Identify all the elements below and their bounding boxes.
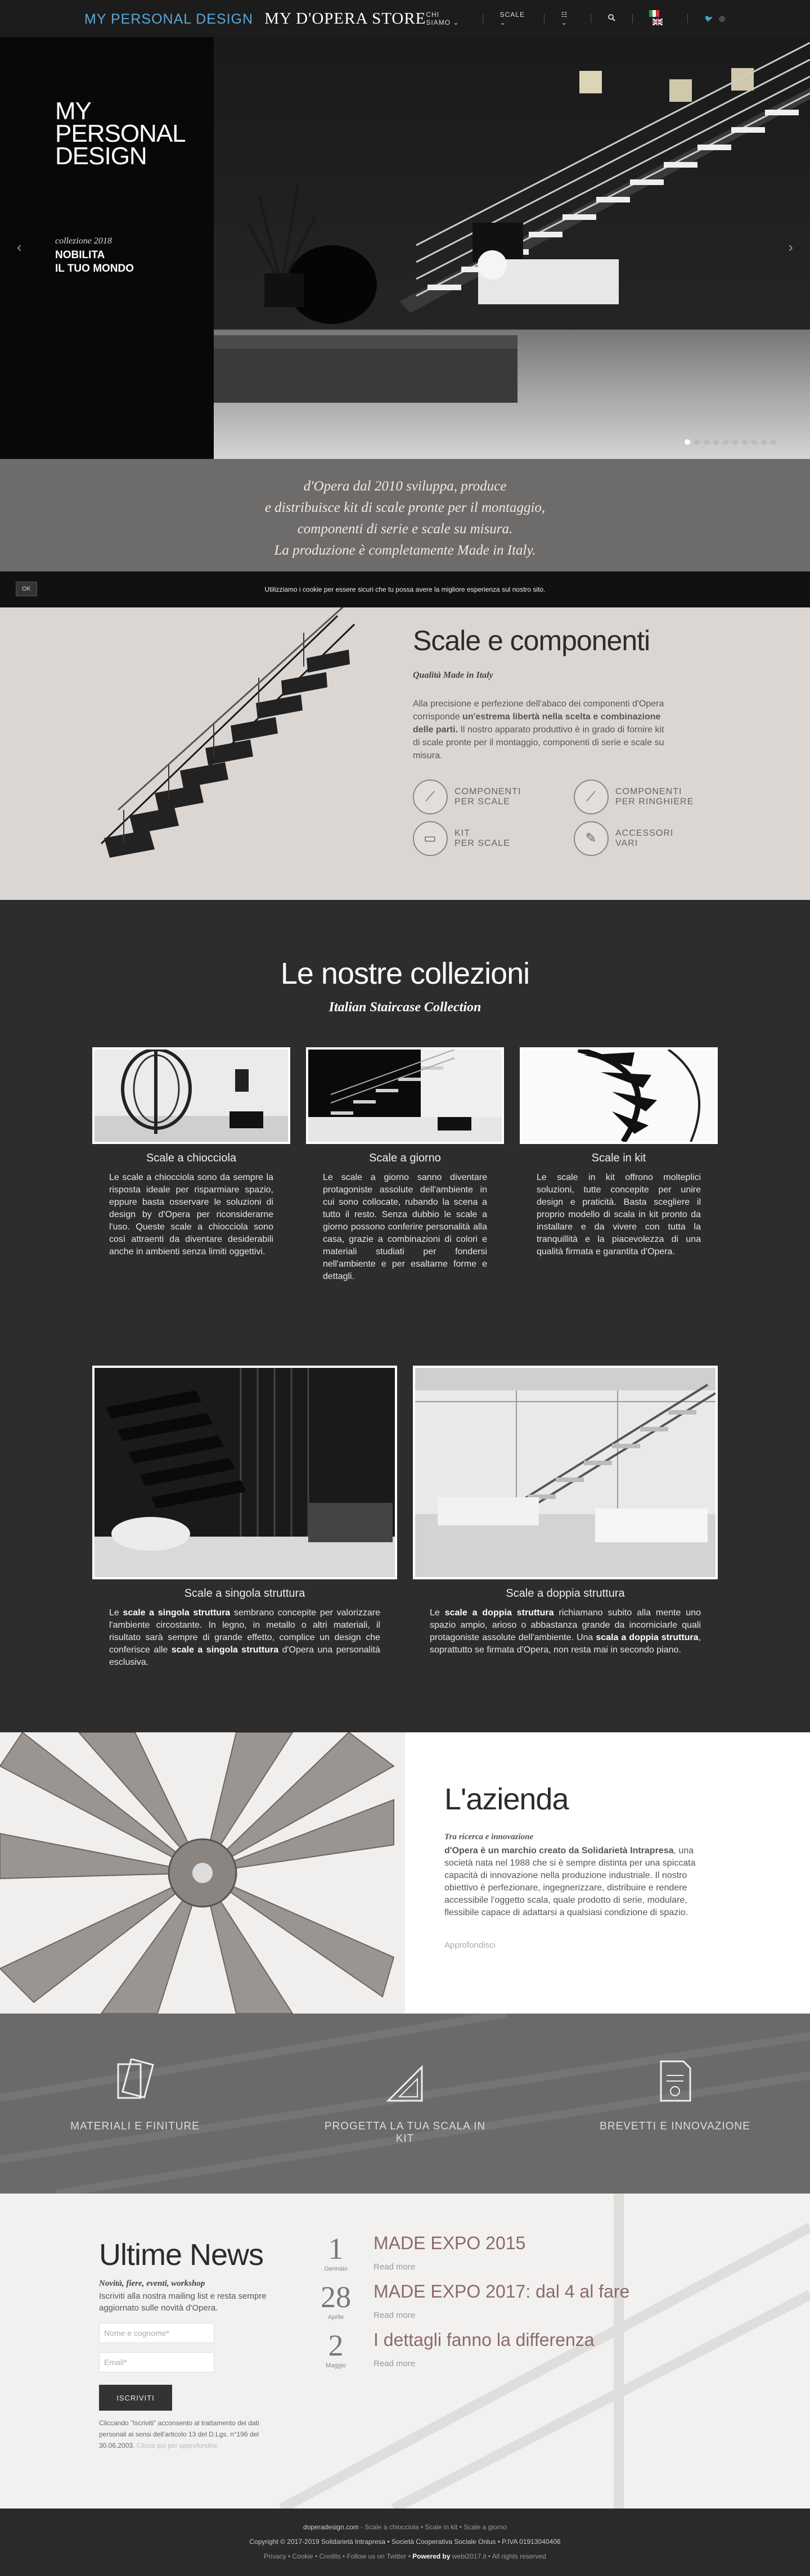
footer-copyright: Copyright © 2017-2019 Solidarietà Intrapresa • Società Cooperativa Sociale Onlus • P.IVA 01913040406 xyxy=(249,2538,561,2546)
components-text-part: Alla precisione e perfezione dell'abaco dei componenti d'Opera corrisponde xyxy=(413,699,664,722)
strip-label[interactable]: PROGETTA LA TUA SCALA IN KIT xyxy=(324,2120,486,2145)
azienda-approfondisci-link[interactable]: Approfondisci xyxy=(444,1940,496,1950)
intro-line: e distribuisce kit di scale pronte per il montaggio, xyxy=(264,500,546,515)
news-item[interactable] xyxy=(304,2233,698,2278)
news-item[interactable] xyxy=(304,2281,698,2326)
button-label: PER SCALE xyxy=(454,839,510,848)
button-label: KIT xyxy=(454,828,470,838)
slider-dot[interactable] xyxy=(752,439,757,445)
site-footer xyxy=(0,2509,810,2576)
chiocciola-image[interactable] xyxy=(92,1047,290,1144)
site-logo[interactable] xyxy=(84,10,426,28)
components-subtitle: Qualità Made in Italy xyxy=(413,670,493,680)
card-title[interactable]: Scale a doppia struttura xyxy=(506,1587,625,1600)
hero-brand-line: MY xyxy=(55,97,91,125)
card-text: Le scale a chiocciola sono da sempre la risposta ideale per risparmiare spazio, eppure basta osservare le soluzioni di design by d'Opera per riconsiderarne l'uso. Queste scale a chiocciola sono così attraenti da diventare desiderabili anche in ambienti senza limiti oggettivi. xyxy=(109,1173,273,1257)
azienda-text-bold: d'Opera è un marchio creato da Solidarietà Intrapresa xyxy=(444,1846,674,1856)
hero-brand-logo xyxy=(55,97,186,170)
news-item-title[interactable]: I dettagli fanno la differenza xyxy=(374,2330,595,2350)
english-flag-icon[interactable] xyxy=(652,19,663,25)
nav-chi-siamo[interactable]: CHI SIAMO ⌄ xyxy=(426,11,460,26)
slider-dot[interactable] xyxy=(723,439,728,445)
components-text-bold: un'estrema libertà nella scelta e combinazione delle parti. xyxy=(413,712,661,735)
slider-dot[interactable] xyxy=(761,439,767,445)
read-more-link[interactable]: Read more xyxy=(374,2262,416,2272)
collection-card-singola[interactable] xyxy=(92,1366,397,1669)
button-label: COMPONENTI xyxy=(454,787,521,796)
read-more-link[interactable]: Read more xyxy=(374,2311,416,2320)
menu-grid-icon[interactable]: ☷ ⌄ xyxy=(561,11,568,26)
news-month: Maggio xyxy=(325,2362,346,2369)
card-text xyxy=(413,1607,718,1656)
components-text-part: Il nostro apparato produttivo è in grado di fornire kit di scale pronte per il montaggio, componenti di serie e scale su misura. xyxy=(413,725,664,760)
footer-collection-links[interactable]: - Scale a chiocciola • Scale in kit • Scale a giorno xyxy=(358,2523,507,2531)
doppia-image[interactable] xyxy=(413,1366,718,1579)
collections-subtitle: Italian Staircase Collection xyxy=(328,1000,482,1015)
components-section xyxy=(0,607,810,900)
components-text xyxy=(413,697,666,762)
button-label: PER RINGHIERE xyxy=(615,797,694,807)
azienda-spiral-stair-image xyxy=(0,1732,405,2014)
footer-powered: Powered by xyxy=(412,2552,451,2560)
features-strip xyxy=(0,2014,810,2194)
collections-title: Le nostre collezioni xyxy=(280,957,530,990)
card-text-part: Le xyxy=(430,1608,445,1618)
card-text-bold: scale a singola struttura xyxy=(171,1645,279,1655)
twitter-icon[interactable]: 🐦 xyxy=(704,15,714,22)
azienda-section xyxy=(0,1732,810,2014)
collection-card-giorno[interactable] xyxy=(306,1047,504,1283)
stair-component-icon: ⟋ xyxy=(413,780,448,814)
news-subtitle: Novità, fiere, eventi, workshop xyxy=(99,2279,205,2288)
news-item-title[interactable]: MADE EXPO 2017: dal 4 al fare xyxy=(374,2281,630,2302)
card-title[interactable]: Scale a giorno xyxy=(369,1152,441,1164)
footer-links xyxy=(0,2523,810,2531)
footer-policy[interactable]: Privacy • Cookie • Credits • Follow us on Twitter • xyxy=(264,2552,413,2560)
footer-agency-link[interactable]: webi2017.it xyxy=(450,2552,487,2560)
components-per-scale-button[interactable] xyxy=(413,780,521,814)
card-text: Le scale in kit offrono molteplici soluzioni, tutte concepite per unire design e praticità. Basta scegliere il proprio modello di scala in kit pronto da installare e da vivere con tutta la tranquillità e la piacevolezza di una qualità firmata e garantita d'Opera. xyxy=(537,1173,701,1257)
nav-divider xyxy=(687,14,688,23)
slider-dot[interactable] xyxy=(694,439,700,445)
button-label: PER SCALE xyxy=(454,797,510,807)
button-label: COMPONENTI xyxy=(615,787,682,796)
railing-icon: ⟋ xyxy=(574,780,609,814)
slider-prev-arrow-icon[interactable]: ‹ xyxy=(17,238,22,255)
legal-text: Cliccando "Iscriviti" acconsento al trattamento dei dati personali ai sensi dell'articolo 13 del D.Lgs. n°196 del 30.06.2003. xyxy=(99,2419,259,2449)
card-text-bold: scale a singola struttura xyxy=(123,1608,231,1618)
news-month: Aprile xyxy=(327,2314,344,2321)
wrench-icon: ✎ xyxy=(574,821,609,856)
news-day: 1 xyxy=(328,2232,344,2266)
main-nav xyxy=(426,10,726,27)
news-section xyxy=(0,2194,810,2509)
news-day: 2 xyxy=(328,2329,344,2362)
nav-divider xyxy=(632,14,633,23)
news-day: 28 xyxy=(321,2280,351,2314)
azienda-text-part: , una società nata nel 1988 che si è sempre distinta per una spiccata capacità di innovazione nella produzione industriale. Il nostro obiettivo è perfezionare, ingegnerizzare, distribuire e rendere accessibile l'oggetto scala, quale prodotto di serie, modulare, flessibile capace di adattarsi a qualsiasi condizione di spazio. xyxy=(444,1846,696,1917)
card-title[interactable]: Scale in kit xyxy=(591,1152,646,1164)
news-item-title[interactable]: MADE EXPO 2015 xyxy=(374,2233,526,2253)
intro-line: componenti di serie e scale su misura. xyxy=(297,521,513,537)
chevron-down-icon: ⌄ xyxy=(500,19,506,26)
components-stair-image xyxy=(0,607,394,900)
card-text-part: richiamano subito alla mente uno spazio ampio, arioso o abbastanza grande da incorniciarle quali protagoniste assolute dell'ambiente. Una xyxy=(430,1608,701,1642)
card-text-part: d'Opera una personalità esclusiva. xyxy=(109,1645,381,1667)
news-title: Ultime News xyxy=(99,2238,264,2272)
collection-card-kit[interactable] xyxy=(520,1047,718,1258)
news-month: Gennaio xyxy=(324,2266,348,2272)
slider-dot[interactable] xyxy=(704,439,709,445)
hero-collection-label: collezione 2018 xyxy=(55,236,112,246)
azienda-title: L'azienda xyxy=(444,1782,569,1816)
instagram-icon[interactable]: ◎ xyxy=(719,15,726,22)
intro-line: La produzione è completamente Made in Italy. xyxy=(274,543,536,558)
slider-next-arrow-icon[interactable]: › xyxy=(788,238,793,255)
azienda-subtitle: Tra ricerca e innovazione xyxy=(444,1832,534,1841)
slider-dot[interactable] xyxy=(732,439,738,445)
cookie-bar xyxy=(0,571,810,607)
search-icon[interactable] xyxy=(608,14,615,23)
language-switcher xyxy=(649,10,670,27)
italian-flag-icon[interactable] xyxy=(649,10,659,17)
news-text: Iscriviti alla nostra mailing list e resta sempre aggiornato sulle novità d'Opera. xyxy=(99,2291,267,2313)
nav-scale[interactable]: SCALE ⌄ xyxy=(500,11,525,26)
hero-tagline xyxy=(55,249,156,276)
singola-image[interactable] xyxy=(92,1366,397,1579)
hero-tagline-line: NOBILITA xyxy=(55,249,105,261)
brevetti-innovazione-link[interactable] xyxy=(591,2059,759,2133)
accessori-vari-button[interactable] xyxy=(574,821,673,856)
strip-label[interactable]: BREVETTI E INNOVAZIONE xyxy=(600,2120,750,2132)
legal-link[interactable]: Clicca qui per approfondire. xyxy=(136,2442,219,2449)
card-title[interactable]: Scale a chiocciola xyxy=(146,1152,237,1164)
chevron-down-icon: ⌄ xyxy=(453,19,460,26)
swatches-icon xyxy=(115,2059,155,2104)
materiali-finiture-link[interactable] xyxy=(51,2059,219,2133)
footer-rights: • All rights reserved xyxy=(486,2552,546,2560)
button-label: ACCESSORI xyxy=(615,828,674,838)
azienda-text xyxy=(444,1845,714,1919)
components-per-ringhiere-button[interactable] xyxy=(574,780,694,814)
newsletter-email-field[interactable]: Email* xyxy=(99,2352,214,2372)
cookie-ok-button[interactable]: OK xyxy=(16,582,37,596)
card-text-bold: scala a doppia struttura xyxy=(596,1633,699,1642)
hero-brand-line: PERSONAL xyxy=(55,120,186,147)
slider-dot[interactable] xyxy=(742,439,748,445)
giorno-image[interactable] xyxy=(306,1047,504,1144)
hero-brand-line: DESIGN xyxy=(55,142,147,170)
hero-tagline-line: IL TUO MONDO xyxy=(55,263,134,274)
certificate-icon xyxy=(655,2059,695,2104)
site-header xyxy=(0,0,810,37)
slider-dot[interactable] xyxy=(685,439,690,445)
card-text-part: Le xyxy=(109,1608,123,1618)
slider-dots xyxy=(685,439,776,445)
hero-slider xyxy=(0,37,810,459)
card-text-bold: scale a doppia struttura xyxy=(444,1608,554,1618)
kit-per-scale-button[interactable] xyxy=(413,821,510,856)
card-text-part: , soprattutto se firmata d'Opera, non resta mai in secondo piano. xyxy=(430,1633,701,1655)
cookie-text: Utilizziamo i cookie per essere sicuri che tu possa avere la migliore esperienza sul nostro sito. xyxy=(264,586,546,593)
hero-image-staircase-interior xyxy=(214,37,810,459)
card-text: Le scale a giorno sanno diventare protagoniste assolute dell'ambiente in cui sono collocate, rubando la scena a tutto il resto. Senza dubbio le scale a giorno possono conferire personalità alla casa, grazie a combinazioni di colori e materiali studiati per fondersi nell'ambiente e per esaltarne forme e dettagli. xyxy=(323,1173,487,1281)
read-more-link[interactable]: Read more xyxy=(374,2359,416,2368)
logo-dopera-store[interactable]: MY D'OPERA STORE xyxy=(264,9,426,28)
card-text xyxy=(92,1607,397,1669)
components-title: Scale e componenti xyxy=(413,625,650,656)
card-title[interactable]: Scale a singola struttura xyxy=(184,1587,305,1600)
newsletter-legal-text xyxy=(99,2417,285,2451)
news-item[interactable] xyxy=(304,2330,698,2375)
button-label: VARI xyxy=(615,839,638,848)
newsletter-subscribe-button[interactable]: ISCRIVITI xyxy=(99,2385,172,2411)
collection-card-chiocciola[interactable] xyxy=(92,1047,290,1258)
footer-site-link[interactable]: doperadesign.com xyxy=(303,2523,359,2531)
progetta-scala-kit-link[interactable] xyxy=(321,2059,489,2145)
newsletter-name-field[interactable]: Nome e cognome* xyxy=(99,2323,214,2343)
collections-section xyxy=(0,900,810,1732)
set-square-icon xyxy=(385,2059,425,2104)
collection-card-doppia[interactable] xyxy=(413,1366,718,1656)
intro-line: d'Opera dal 2010 sviluppa, produce xyxy=(303,479,507,494)
kit-image[interactable] xyxy=(520,1047,718,1144)
slider-dot[interactable] xyxy=(771,439,776,445)
intro-band xyxy=(0,459,810,571)
card-text-part: sembrano concepite per valorizzare l'ambiente circostante. In legno, in metallo o altri materiali, il risultato sarà sempre di grande effetto, complice un design che conferisce alle xyxy=(109,1608,380,1655)
footer-policy-links xyxy=(0,2552,810,2560)
kit-box-icon: ▭ xyxy=(413,821,448,856)
logo-my-personal-design[interactable]: MY PERSONAL DESIGN xyxy=(84,11,254,27)
strip-label[interactable]: MATERIALI E FINITURE xyxy=(70,2120,200,2132)
slider-dot[interactable] xyxy=(713,439,719,445)
